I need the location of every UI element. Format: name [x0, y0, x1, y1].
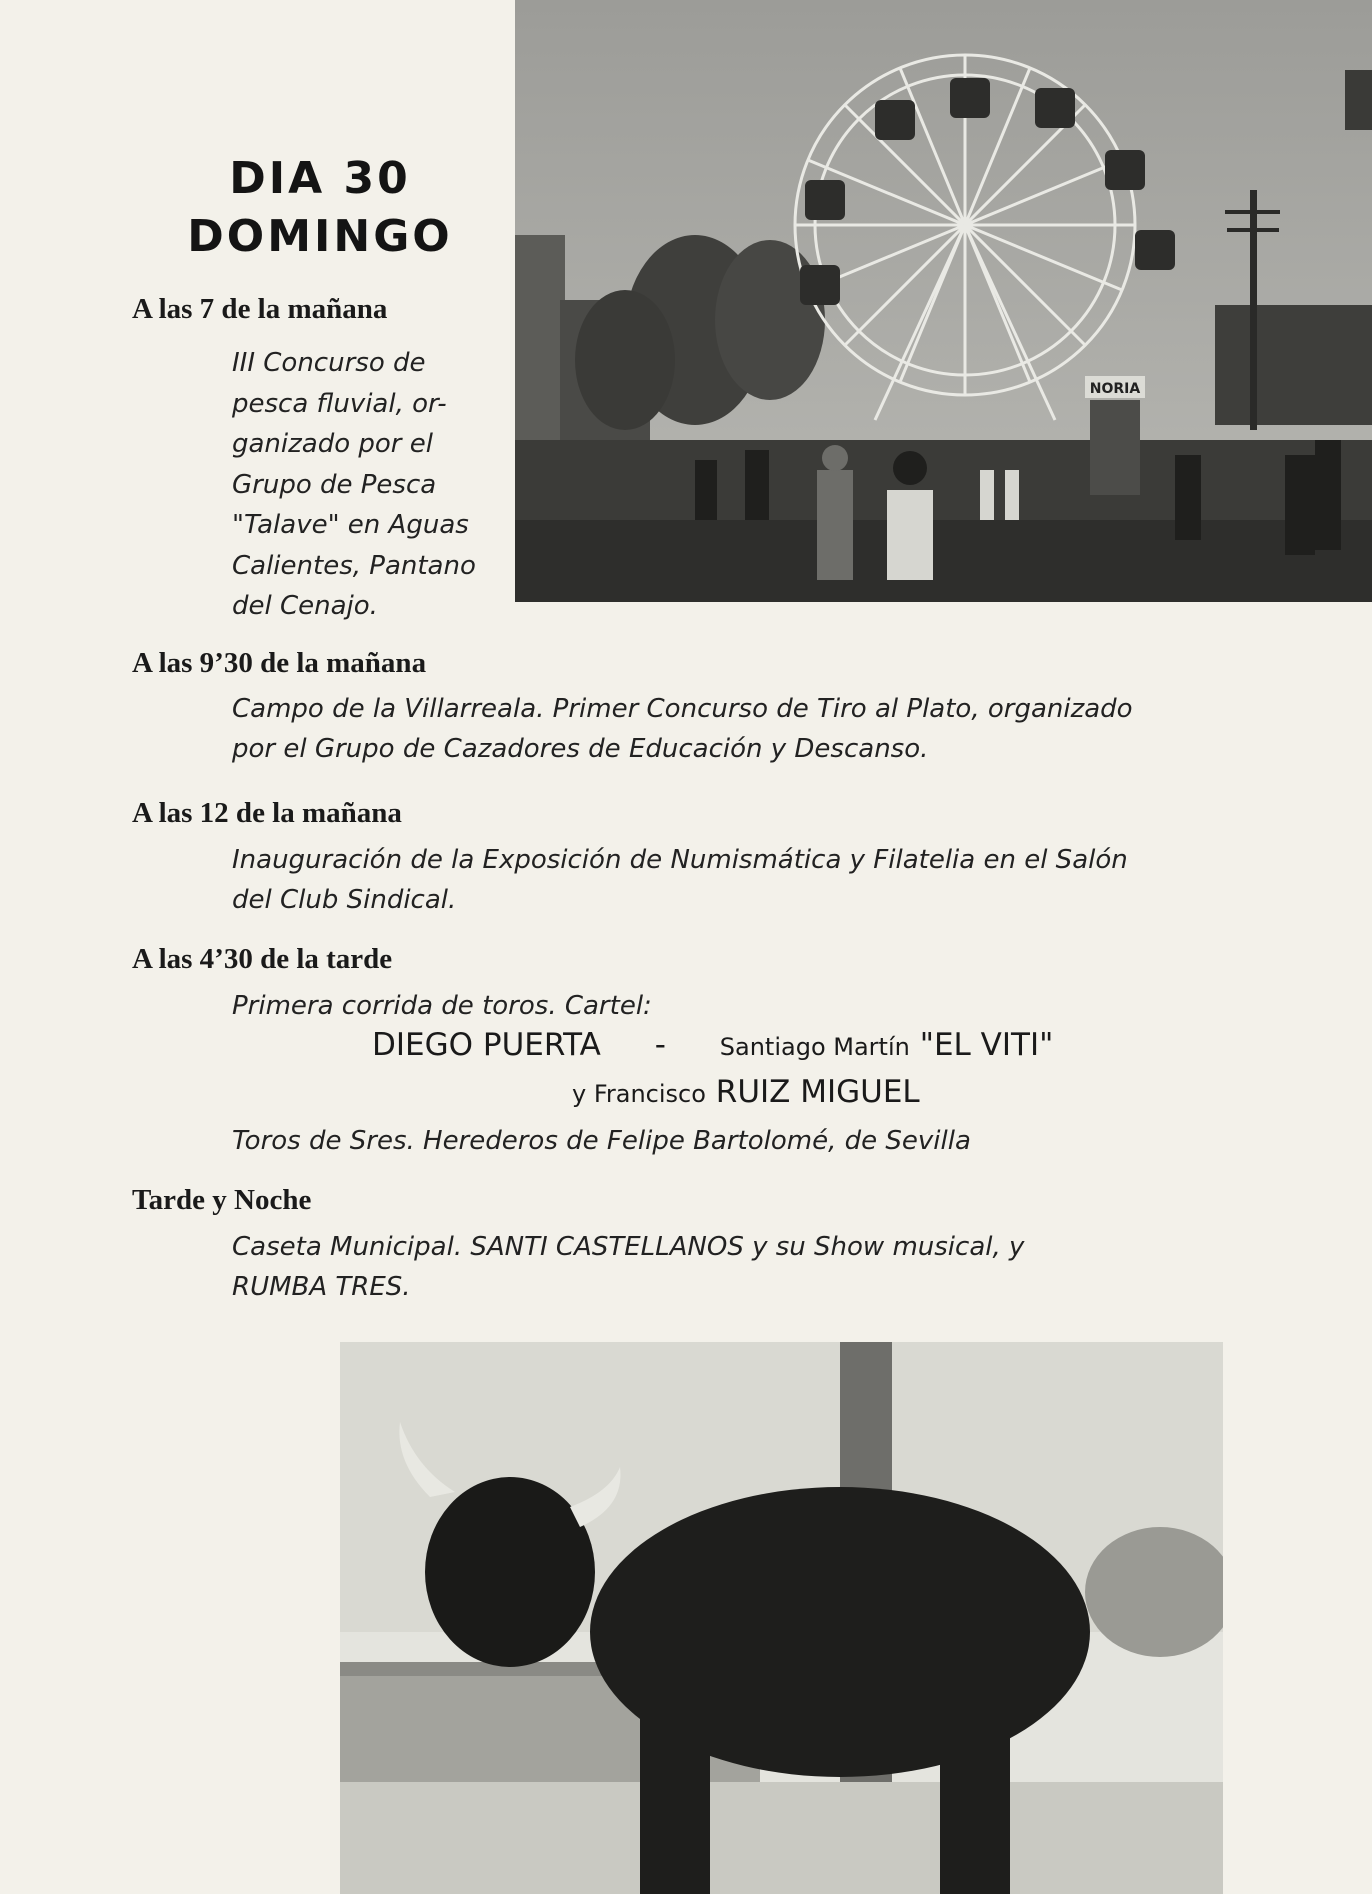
event-time: A las 7 de la mañana — [132, 293, 388, 325]
description-line: pesca fluvial, or- — [232, 388, 447, 419]
description-line: RUMBA TRES. — [232, 1272, 411, 1302]
description-line: "Talave" en Aguas — [232, 510, 469, 540]
event-time: A las 4’30 de la tarde — [132, 943, 393, 975]
description-line: Caseta Municipal. SANTI CASTELLANOS y su Show musical, y — [232, 1232, 1025, 1262]
torero-name: "EL VITI" — [919, 1027, 1054, 1063]
event-description — [232, 1227, 1254, 1307]
event-intro: Primera corrida de toros. Cartel: — [232, 991, 652, 1021]
description-line: del Club Sindical. — [232, 885, 457, 915]
fairground-photo — [515, 0, 1372, 602]
description-line: Calientes, Pantano — [232, 550, 476, 581]
event-description — [232, 343, 494, 627]
torero-prefix: Santiago Martín — [719, 1033, 910, 1061]
description-line: Campo de la Villarreala. Primer Concurso de Tiro al Plato, organizado — [232, 694, 1133, 724]
day-heading — [160, 150, 480, 266]
description-line: Inauguración de la Exposición de Numismática y Filatelia en el Salón — [232, 845, 1128, 875]
description-line: ganizado por el — [232, 429, 433, 459]
ferris-wheel-image — [515, 0, 1372, 602]
noria-sign: NORIA — [1089, 381, 1141, 397]
event-time: Tarde y Noche — [132, 1184, 312, 1216]
description-line: Grupo de Pesca — [232, 469, 437, 500]
day-number: DIA 30 — [229, 153, 411, 204]
description-line: del Cenajo. — [232, 591, 378, 621]
event-description — [232, 689, 1254, 769]
event-description — [232, 840, 1254, 920]
cartel-line-2 — [572, 1074, 920, 1110]
cartel-line-1 — [372, 1027, 1053, 1063]
bull-image — [340, 1342, 1223, 1894]
event-time: A las 12 de la mañana — [132, 797, 402, 829]
torero-prefix: y Francisco — [572, 1080, 706, 1108]
torero-name: RUIZ MIGUEL — [715, 1074, 920, 1110]
event-time: A las 9’30 de la mañana — [132, 647, 427, 679]
description-line: III Concurso de — [232, 348, 426, 378]
day-name: DOMINGO — [187, 211, 453, 262]
cartel-separator: - — [654, 1027, 666, 1063]
event-note: Toros de Sres. Herederos de Felipe Bartolomé, de Sevilla — [232, 1126, 971, 1156]
torero-name: DIEGO PUERTA — [372, 1027, 601, 1063]
bull-photo — [340, 1342, 1223, 1894]
description-line: por el Grupo de Cazadores de Educación y Descanso. — [232, 734, 929, 764]
